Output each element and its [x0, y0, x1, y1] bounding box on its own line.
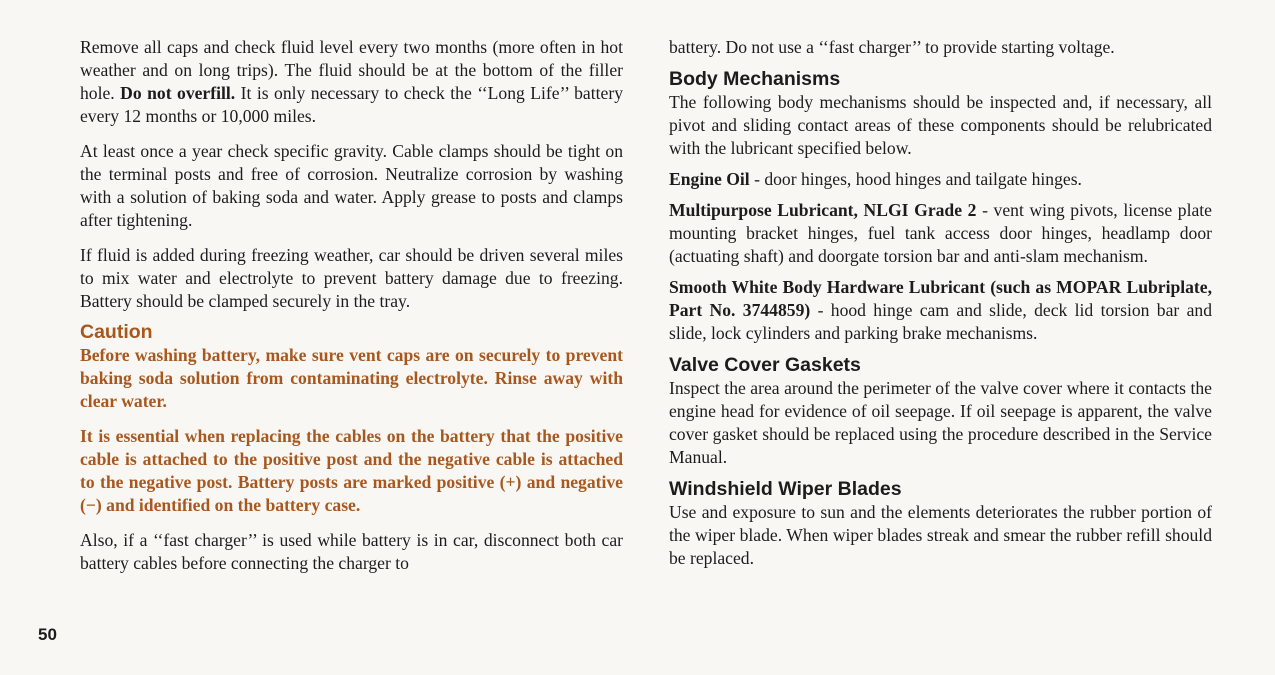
do-not-overfill-text: Do not overfill. — [120, 83, 236, 103]
wiper-blades-heading: Windshield Wiper Blades — [669, 478, 902, 500]
specific-gravity-paragraph: At least once a year check specific gravity. Cable clamps should be tight on the terminal posts and free of corrosion. Neutralize corrosion by washing with a solution of baking soda and water. Apply grease to posts and clamps after tightening. — [80, 141, 623, 230]
left-column — [80, 36, 623, 575]
fluid-text-a: Remove all caps and check fluid level every two months (more often in hot weather and on long trips). The fluid should be at the bottom of the filler hole. — [80, 37, 623, 103]
caution-cables-text: It is essential when replacing the cables on the battery that the positive cable is attached to the positive post and the negative cable is attached to the negative post. Battery posts are marked positive (+) and negative (−) and identified on the battery case. — [80, 426, 623, 515]
fast-charger-paragraph: Also, if a ‘‘fast charger’’ is used while battery is in car, disconnect both car battery cables before connecting the charger to — [80, 530, 623, 573]
caution-washing-text: Before washing battery, make sure vent caps are on securely to prevent baking soda solution from contaminating electrolyte. Rinse away with clear water. — [80, 345, 623, 411]
page-number: 50 — [38, 625, 57, 644]
smooth-white-lubricant-paragraph — [669, 276, 1212, 345]
engine-oil-text: - door hinges, hood hinges and tailgate hinges. — [749, 169, 1082, 189]
freezing-weather-paragraph: If fluid is added during freezing weather, car should be driven several miles to mix water and electrolyte to prevent battery damage due to freezing. Battery should be clamped securely in the tray. — [80, 245, 623, 311]
valve-cover-heading: Valve Cover Gaskets — [669, 354, 861, 376]
smooth-white-text: - hood hinge cam and slide, deck lid torsion bar and slide, lock cylinders and parking brake mechanisms. — [669, 300, 1212, 343]
wiper-blades-text: Use and exposure to sun and the elements deteriorates the rubber portion of the wiper blade. When wiper blades streak and smear the rubber refill should be replaced. — [669, 502, 1212, 568]
body-mechanisms-heading: Body Mechanisms — [669, 68, 841, 90]
multipurpose-label: Multipurpose Lubricant, NLGI Grade 2 — [669, 200, 977, 220]
engine-oil-paragraph — [669, 168, 1212, 191]
body-mechanisms-intro: The following body mechanisms should be inspected and, if necessary, all pivot and sliding contact areas of these components should be relubricated with the lubricant specified below. — [669, 92, 1212, 158]
fluid-text-b: It is only necessary to check the ‘‘Long Life’’ battery every 12 months or 10,000 miles. — [80, 83, 623, 126]
caution-heading: Caution — [80, 321, 153, 343]
fast-charger-continued: battery. Do not use a ‘‘fast charger’’ to provide starting voltage. — [669, 37, 1115, 57]
multipurpose-lubricant-paragraph — [669, 199, 1212, 268]
valve-cover-text: Inspect the area around the perimeter of the valve cover where it contacts the engine head for evidence of oil seepage. If oil seepage is apparent, the valve cover gasket should be replaced using the procedure described in the Service Manual. — [669, 378, 1212, 467]
engine-oil-label: Engine Oil — [669, 169, 750, 189]
battery-fluid-paragraph — [80, 36, 623, 128]
multipurpose-text: - vent wing pivots, license plate mounting bracket hinges, fuel tank access door hinges, headlamp door (actuating shaft) and doorgate torsion bar and anti-slam mechanism. — [669, 200, 1212, 266]
smooth-white-label: Smooth White Body Hardware Lubricant (such as MOPAR Lubriplate, Part No. 3744859) — [669, 277, 1212, 320]
right-column — [669, 36, 1212, 570]
